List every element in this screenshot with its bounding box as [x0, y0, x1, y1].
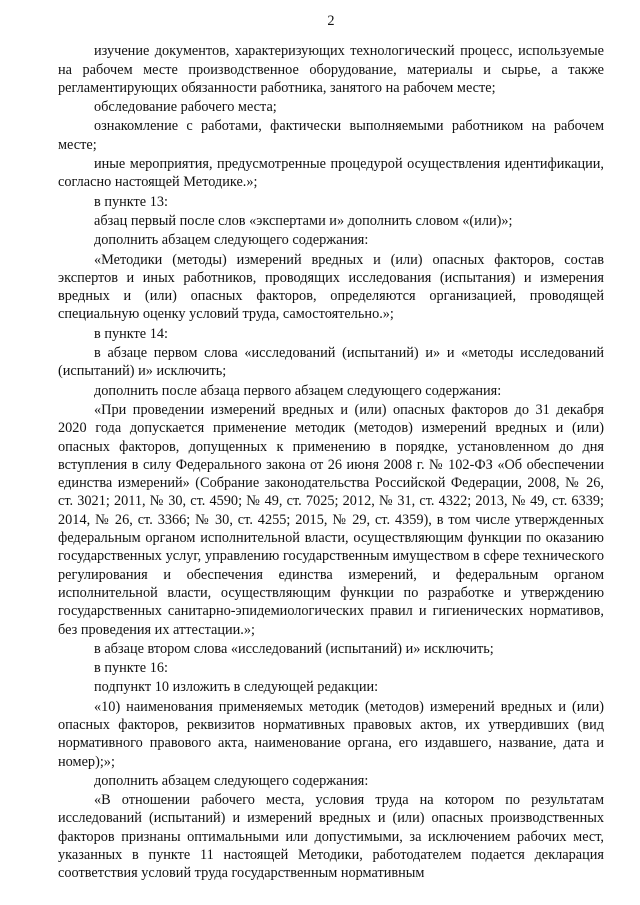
paragraph-item-13-first: абзац первый после слов «экспертами и» дополнить словом «(или)»;	[94, 212, 513, 229]
paragraph-item-14-second: в абзаце втором слова «исследований (испытаний) и» исключить;	[94, 640, 494, 657]
paragraph-item-14: в пункте 14:	[94, 325, 168, 342]
paragraph-item-14-add: дополнить после абзаца первого абзацем следующего содержания:	[94, 382, 502, 399]
paragraph-study-documents: изучение документов, характеризующих технологический процесс, используемые на рабочем месте производственное оборудование, материалы и сырье, а также регламентирующих обязанности работника, занятого на рабочем месте;	[58, 43, 604, 96]
paragraph-familiarization: ознакомление с работами, фактически выполняемыми работником на рабочем месте;	[58, 118, 604, 153]
paragraph-subitem-10: подпункт 10 изложить в следующей редакции:	[94, 679, 379, 696]
paragraph-item-14-first: в абзаце первом слова «исследований (испытаний) и» и «методы исследований (испытаний) и» исключить;	[58, 345, 604, 380]
paragraph-item-16-add: дополнить абзацем следующего содержания:	[94, 772, 369, 789]
paragraph-declaration-quote: «В отношении рабочего места, условия труда на котором по результатам исследований (испытаний) и измерений вредных и (или) опасных производственных факторов признаны оптимальными или допустимыми, за исключением рабочих мест, указанных в пункте 11 настоящей Методики, работодателем подается декларация соответствия условий труда государственным нормативным	[58, 792, 604, 882]
paragraph-other-measures: иные мероприятия, предусмотренные процедурой осуществления идентификации, согласно настоящей Методике.»;	[58, 156, 604, 191]
paragraph-measurements-quote: «При проведении измерений вредных и (или) опасных факторов до 31 декабря 2020 года допускается применение методик (методов) измерений вредных и (или) опасных факторов, допущенных к применению в порядке, установленном до дня вступления в силу Федерального закона от 26 июня 2008 г. № 102-ФЗ «Об обеспечении единства измерений» (Собрание законодательства Российской Федерации, 2008, № 26, ст. 3021; 2011, № 30, ст. 4590; № 49, ст. 7025; 2012, № 31, ст. 4322; 2013, № 49, ст. 6339; 2014, № 26, ст. 3366; № 30, ст. 4255; 2015, № 29, ст. 4359), в том числе утвержденных федеральным органом исполнительной власти, осуществляющим функции по оказанию государственных услуг, управлению государственным имуществом в сфере технического регулирования и обеспечения единства измерений, и федеральным органом исполнительной власти, осуществляющим функции по разработке и утверждению государственных санитарно-эпидемиологических правил и гигиенических нормативов, без проведения их аттестации.»;	[58, 401, 604, 638]
paragraph-item-13: в пункте 13:	[94, 193, 168, 210]
paragraph-subitem-10-quote: «10) наименования применяемых методик (методов) измерений вредных и (или) опасных факторов, реквизитов нормативных правовых актов, их утвердивших (вид нормативного правового акта, наименование органа, его издавшего, название, дата и номер);»;	[58, 698, 604, 770]
paragraph-methods-quote: «Методики (методы) измерений вредных и (или) опасных факторов, состав экспертов и иных работников, проводящих исследования (испытания) и измерения вредных и (или) опасных факторов, определяются организацией, проводящей специальную оценку условий труда, самостоятельно.»;	[58, 251, 604, 323]
page-number: 2	[327, 13, 335, 29]
paragraph-item-13-add: дополнить абзацем следующего содержания:	[94, 232, 369, 249]
paragraph-workplace-inspection: обследование рабочего места;	[94, 99, 277, 116]
paragraph-item-16: в пункте 16:	[94, 660, 168, 677]
document-page	[58, 12, 604, 883]
